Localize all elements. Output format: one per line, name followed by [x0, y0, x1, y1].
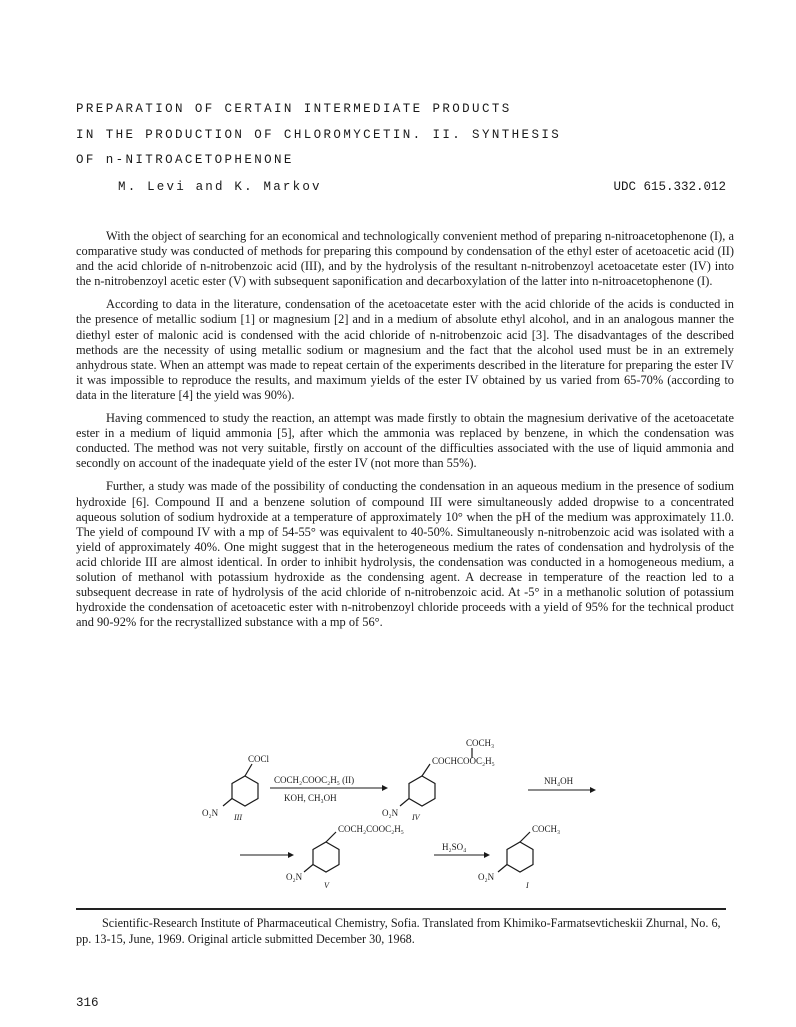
no2-label-iii: O₂N — [202, 808, 219, 818]
authors: M. Levi and K. Markov — [118, 180, 322, 194]
title-line-3: OF n-NITROACETOPHENONE — [76, 153, 294, 167]
no2-label-i: O₂N — [478, 872, 495, 882]
compound-label-v: V — [324, 881, 329, 890]
coch2cooc2h5-label: COCH₂COOC₂H₅ — [338, 824, 404, 834]
compound-label-i: I — [526, 881, 529, 890]
footnote-rule — [76, 908, 726, 910]
article-body — [76, 229, 734, 638]
no2-label-iv: O₂N — [382, 808, 399, 818]
udc-code: UDC 615.332.012 — [613, 180, 726, 194]
coch3-label: COCH₃ — [532, 824, 561, 834]
page-number: 316 — [76, 996, 99, 1010]
reagent-2: NH₄OH — [544, 776, 574, 786]
coch3-top-label: COCH₃ — [466, 738, 495, 748]
arrow-4-head — [484, 852, 490, 858]
arrow-2-head — [590, 787, 596, 793]
footnote: Scientific-Research Institute of Pharmaceutical Chemistry, Sofia. Translated from Khimiko-Farmatsevticheskii Zhurnal, No. 6, pp. 13-15, June, 1969. Original article submitted December 30, 1968. — [76, 916, 721, 946]
reagent-1-bottom: KOH, CH₃OH — [284, 793, 337, 803]
compound-label-iv: IV — [412, 813, 420, 822]
arrow-3-head — [288, 852, 294, 858]
reagent-1-top: COCH₂COOC₂H₅ (II) — [274, 775, 355, 785]
benzene-ring-v — [304, 832, 339, 872]
title-line-2: IN THE PRODUCTION OF CHLOROMYCETIN. II. SYNTHESIS — [76, 128, 562, 142]
reagent-3: H₂SO₄ — [442, 842, 467, 852]
no2-label-v: O₂N — [286, 872, 303, 882]
compound-label-iii: III — [234, 813, 242, 822]
benzene-ring-iii — [223, 764, 258, 806]
reaction-scheme — [190, 738, 650, 898]
paragraph-4: Further, a study was made of the possibility of conducting the condensation in an aqueous medium in the presence of sodium hydroxide [6]. Compound II and a benzene solution of compound III were simultaneously added dropwise to a concentrated aqueous solution of sodium hydroxide at a temperature of approximately 10° when the pH of the medium was approximately 11.0. The yield of compound IV with a mp of 54-55° was equivalent to 40-50%. Simultaneously n-nitrobenzoic acid was isolated with a yield of approximately 40%. One might suggest that in the heterogeneous medium the rates of condensation and hydrolysis of the acid chloride III are almost identical. In order to inhibit hydrolysis, the condensation was conducted in a homogeneous medium, a solution of methanol with potassium hydroxide as the condensing agent. A decrease in temperature of the reaction led to a subsequent decrease in rate of hydrolysis of the acid chloride of n-nitrobenzoic acid. At -5° in a methanolic solution of potassium hydroxide the condensation of acetoacetic ester with n-nitrobenzoyl chloride proceeds with a yield of 95% for the technical product and 90-92% for the recrystallized substance with a mp of 56°. — [76, 479, 734, 630]
paragraph-3: Having commenced to study the reaction, an attempt was made firstly to obtain the magnesium derivative of the acetoacetate ester in a medium of liquid ammonia [5], after which the ammonia was replaced by benzene, in which the condensation was conducted. The method was not very suitable, firstly on account of the difficulties associated with the use of liquid ammonia and secondly on account of the inadequate yield of the ester IV (not more than 55%). — [76, 411, 734, 471]
benzene-ring-i — [498, 832, 533, 872]
cocl-label: COCl — [248, 754, 270, 764]
arrow-1-head — [382, 785, 388, 791]
paragraph-1: With the object of searching for an economical and technologically convenient method of preparing n-nitroacetophenone (I), a comparative study was conducted of methods for preparing this compound by condensation of the ethyl ester of acetoacetic acid (II) and the acid chloride of n-nitrobenzoic acid (III), and by the hydrolysis of the resultant n-nitrobenzoyl acetoacetate ester (IV) into the n-nitrobenzoyl acetic ester (V) with subsequent saponification and decarboxylation of the latter into n-nitroacetophenone (I). — [76, 229, 734, 289]
paragraph-2: According to data in the literature, condensation of the acetoacetate ester with the acid chloride of the acids is conducted in the presence of metallic sodium [1] or magnesium [2] and in a medium of absolute ethyl alcohol, and in an analogous manner the diethyl ester of malonic acid is condensed with the acid chloride of n-nitrobenzoic acid [3]. The disadvantages of the described methods are the necessity of using metallic sodium or magnesium and the fact that the alcohol used must be in an extremely anhydrous state. When an attempt was made to repeat certain of the experiments described in the literature for preparing the ester IV it was impossible to reproduce the results, and maximum yields of the ester IV obtained by us varied from 65-70% (according to data in the literature [4] the yield was 90%). — [76, 297, 734, 402]
title-line-1: PREPARATION OF CERTAIN INTERMEDIATE PRODUCTS — [76, 102, 512, 116]
cochcooc2h5-label: COCHCOOC₂H₅ — [432, 756, 495, 766]
